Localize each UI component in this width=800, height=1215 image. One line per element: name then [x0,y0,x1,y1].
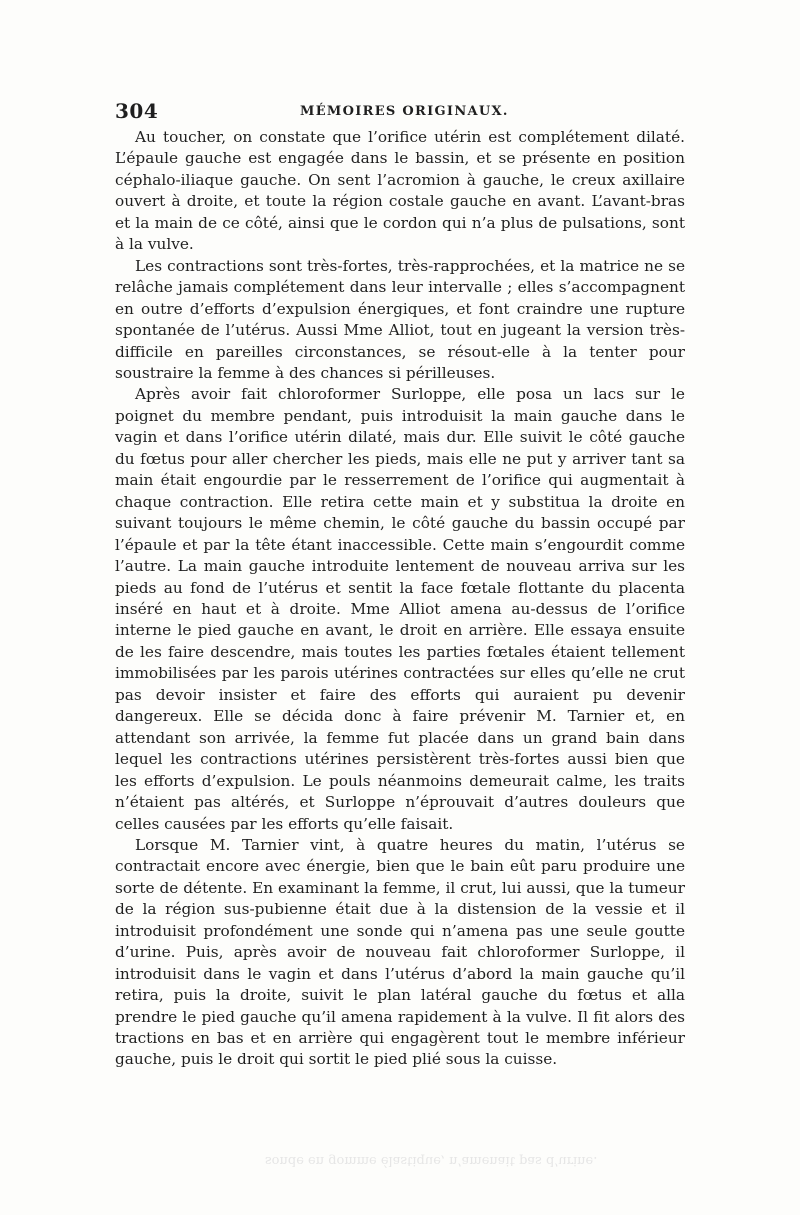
paragraph: Les contractions sont très-fortes, très-rapprochées, et la matrice ne se relâche jamais complétement dans leur intervalle ; elles s’accompagnent en outre d’efforts d’expulsion énergiques, et font craindre une rupture spontanée de l’utérus. Aussi Mme Alliot, tout en jugeant la version très-difficile en pareilles circonstances, se résout-elle à la tenter pour soustraire la femme à des chances si périlleuses. [115,256,685,382]
paragraph: Lorsque M. Tarnier vint, à quatre heures du matin, l’utérus se contractait encore avec énergie, bien que le bain eût paru produire une sorte de détente. En examinant la femme, il crut, lui aussi, que la tumeur de la région sus-pubienne était due à la distension de la vessie et il introduisit profondément une sonde qui n’amena pas une seule goutte d’urine. Puis, après avoir de nouveau fait chloroformer Surloppe, il introduisit dans le vagin et dans l’utérus d’abord la main gauche qu’il retira, puis la droite, suivit le plan latéral gauche du fœtus et alla prendre le pied gauche qu’il amena rapidement à la vulve. Il fit alors des tractions en bas et en arrière qui engagèrent tout le membre inférieur gauche, puis le droit qui sortit le pied plié sous la cuisse. [115,835,685,1069]
bleed-through-text: sonde en gomme élastique, n’amenait pas d’urine. [265,1153,598,1168]
page-number: 304 [115,99,159,123]
running-head: MÉMOIRES ORIGINAUX. [300,104,509,119]
paragraph: Après avoir fait chloroformer Surloppe, elle posa un lacs sur le poignet du membre pendant, puis introduisit la main gauche dans le vagin et dans l’orifice utérin dilaté, mais dur. Elle suivit le côté gauche du fœtus pour aller chercher les pieds, mais elle ne put y arriver tant sa main était engourdie par le resserrement de l’orifice qui augmentait à chaque contraction. Elle retira cette main et y substitua la droite en suivant toujours le même chemin, le côté gauche du bassin occupé par l’épaule et par la tête étant inaccessible. Cette main s’engourdit comme l’autre. La main gauche introduite lentement de nouveau arriva sur les pieds au fond de l’utérus et sentit la face fœtale flottante du placenta inséré en haut et à droite. Mme Alliot amena au-dessus de l’orifice interne le pied gauche en avant, le droit en arrière. Elle essaya ensuite de les faire descendre, mais toutes les parties fœtales étaient tellement immobilisées par les parois utérines contractées sur elles qu’elle ne crut pas devoir insister et faire des efforts qui auraient pu devenir dangereux. Elle se décida donc à faire prévenir M. Tarnier et, en attendant son arrivée, la femme fut placée dans un grand bain dans lequel les contractions utérines persistèrent très-fortes aussi bien que les efforts d’expulsion. Le pouls néanmoins demeurait calme, les traits n’étaient pas altérés, et Surloppe n’éprouvait d’autres douleurs que celles causées par les efforts qu’elle faisait. [115,385,685,833]
page-header [115,99,690,123]
paragraph: Au toucher, on constate que l’orifice utérin est complétement dilaté. L’épaule gauche est engagée dans le bassin, et se présente en position céphalo-iliaque gauche. On sent l’acromion à gauche, le creux axillaire ouvert à droite, et toute la région costale gauche en avant. L’avant-bras et la main de ce côté, ainsi que le cordon qui n’a plus de pulsations, sont à la vulve. [115,128,685,254]
body-text [115,127,685,1071]
